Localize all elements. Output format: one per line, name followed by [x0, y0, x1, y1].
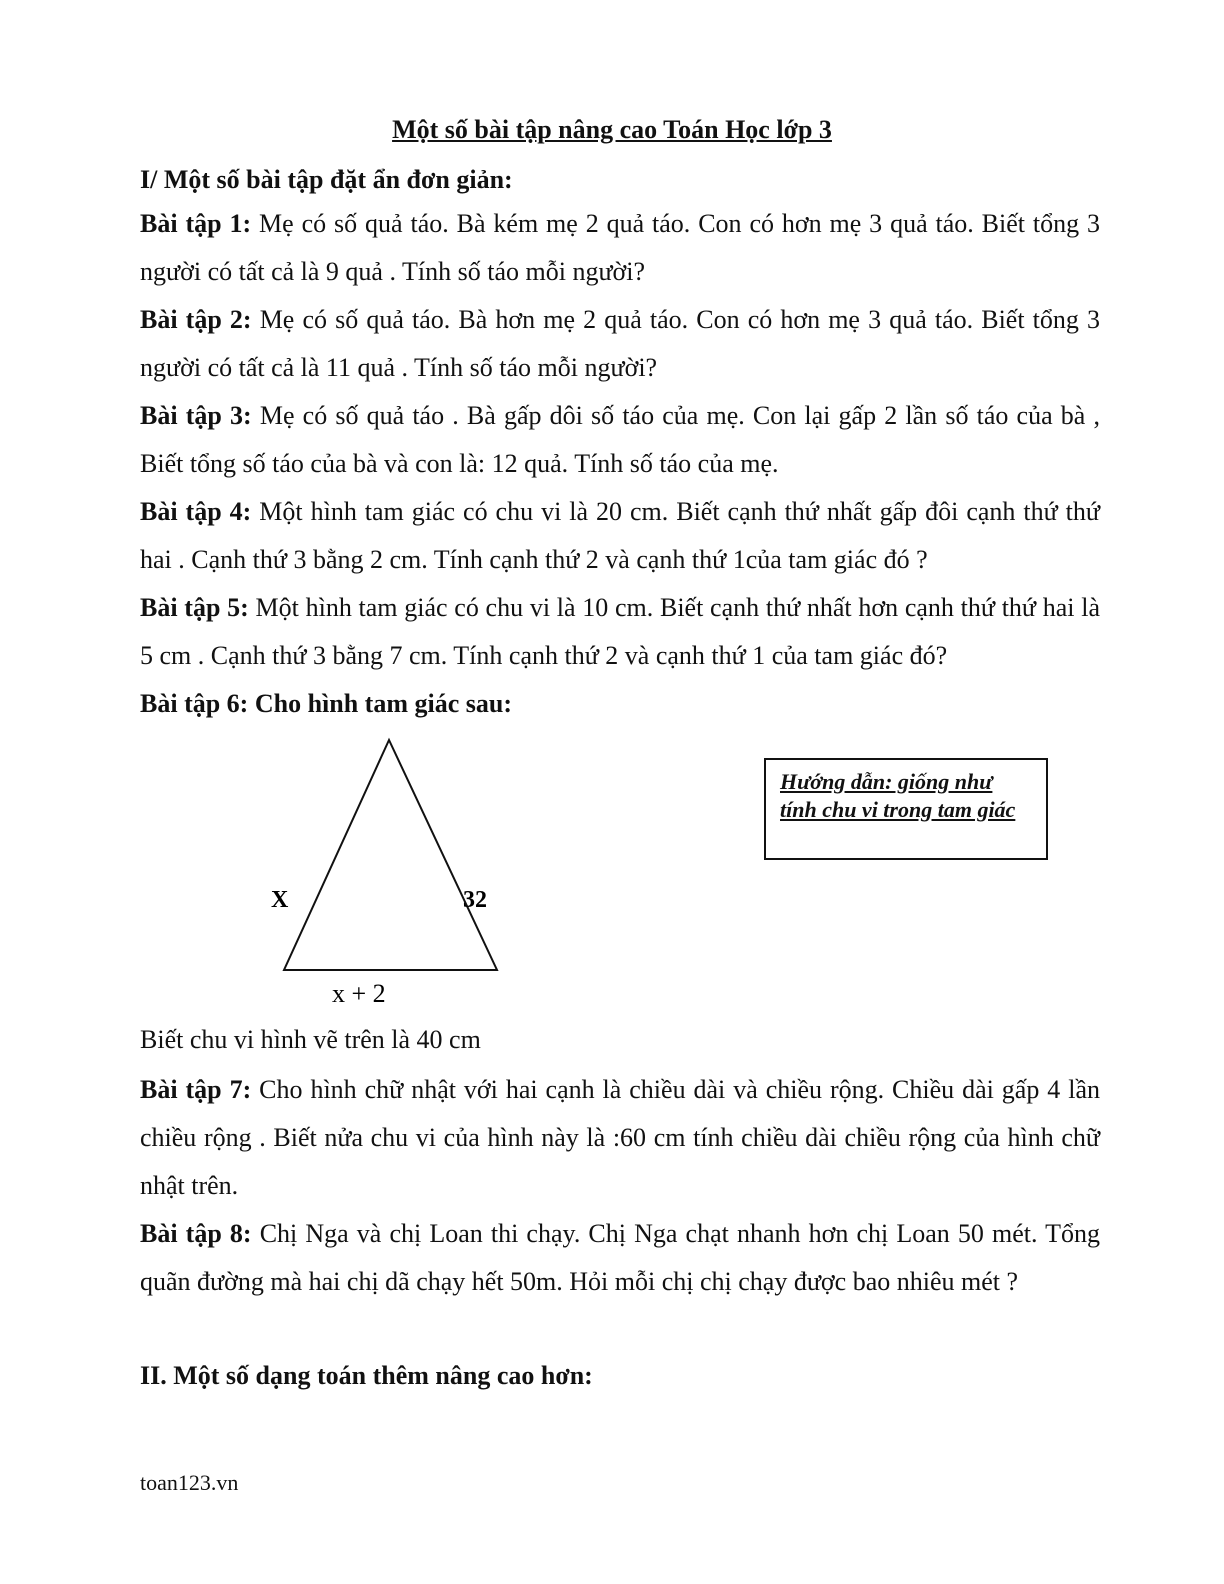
perimeter-note: Biết chu vi hình vẽ trên là 40 cm: [140, 1025, 481, 1054]
hint-box: Hướng dẫn: giống như tính chu vi trong tam giác: [764, 758, 1048, 860]
exercise-text: Cho hình tam giác sau:: [248, 689, 512, 718]
triangle-shape: [284, 740, 497, 970]
exercise-text: Mẹ có số quả táo. Bà kém mẹ 2 quả táo. Con có hơn mẹ 3 quả táo. Biết tổng 3 người có tất cả là 9 quả . Tính số táo mỗi người?: [140, 209, 1100, 286]
footer-site: toan123.vn: [140, 1470, 239, 1495]
exercise-text: Mẹ có số quả táo. Bà hơn mẹ 2 quả táo. Con có hơn mẹ 3 quả táo. Biết tổng 3 người có tất cả là 11 quả . Tính số táo mỗi người?: [140, 305, 1101, 382]
section-heading-1: I/ Một số bài tập đặt ẩn đơn giản:: [140, 165, 513, 194]
exercise-text: Một hình tam giác có chu vi là 20 cm. Biết cạnh thứ nhất gấp đôi cạnh thứ thứ hai . Cạnh thứ 3 bằng 2 cm. Tính cạnh thứ 2 và cạnh thứ 1của tam giác đó ?: [140, 497, 1100, 574]
triangle-right-label: 32: [463, 887, 487, 913]
triangle-left-label: X: [271, 887, 289, 913]
exercise-text: Một hình tam giác có chu vi là 10 cm. Biết cạnh thứ nhất hơn cạnh thứ thứ hai là 5 cm . Cạnh thứ 3 bằng 7 cm. Tính cạnh thứ 2 và cạnh thứ 1 của tam giác đó?: [140, 593, 1100, 670]
exercise-label: Bài tập 4:: [140, 497, 252, 526]
exercise-4: [140, 488, 1100, 584]
exercise-text: Cho hình chữ nhật với hai cạnh là chiều dài và chiều rộng. Chiều dài gấp 4 lần chiều rộng . Biết nửa chu vi của hình này là :60 cm tính chiều dài chiều rộng của hình chữ nhật trên.: [140, 1075, 1100, 1200]
exercise-1: [140, 200, 1100, 296]
exercise-3: [140, 392, 1100, 488]
exercise-label: Bài tập 2:: [140, 305, 252, 334]
exercise-6: [140, 680, 1100, 728]
exercise-7: [140, 1066, 1100, 1210]
triangle-bottom-label: x + 2: [332, 979, 386, 1008]
page-title: Một số bài tập nâng cao Toán Học lớp 3: [392, 115, 832, 144]
exercise-label: Bài tập 6:: [140, 689, 249, 718]
exercise-label: Bài tập 1:: [140, 209, 252, 238]
exercise-5: [140, 584, 1100, 680]
exercise-label: Bài tập 7:: [140, 1075, 252, 1104]
exercise-label: Bài tập 3:: [140, 401, 252, 430]
exercise-text: Mẹ có số quả táo . Bà gấp dôi số táo của mẹ. Con lại gấp 2 lần số táo của bà , Biết tổng số táo của bà và con là: 12 quả. Tính số táo của mẹ.: [140, 401, 1100, 478]
triangle-figure: [260, 730, 560, 1020]
exercise-2: [140, 296, 1100, 392]
exercise-text: Chị Nga và chị Loan thi chạy. Chị Nga chạt nhanh hơn chị Loan 50 mét. Tổng quãn đường mà hai chị dã chạy hết 50m. Hỏi mỗi chị chị chạy được bao nhiêu mét ?: [140, 1219, 1100, 1296]
exercise-8: [140, 1210, 1100, 1306]
section-heading-2: II. Một số dạng toán thêm nâng cao hơn:: [140, 1361, 593, 1390]
exercise-label: Bài tập 5:: [140, 593, 249, 622]
exercise-label: Bài tập 8:: [140, 1219, 252, 1248]
